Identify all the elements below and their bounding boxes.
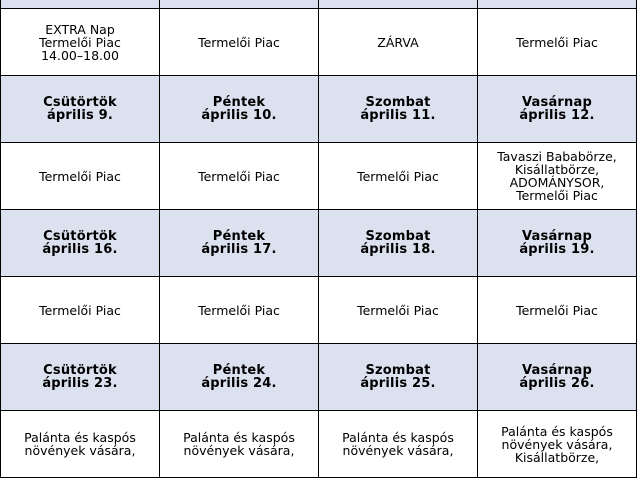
event-cell: Termelői Piac bbox=[160, 277, 319, 344]
event-cell: Termelői Piac bbox=[160, 9, 319, 76]
event-cell: Palánta és kaspós növények vására, bbox=[319, 411, 478, 478]
event-cell: Termelői Piac bbox=[160, 143, 319, 210]
day-header-cell bbox=[478, 0, 637, 9]
day-header-cell bbox=[160, 0, 319, 9]
event-row bbox=[1, 411, 637, 478]
day-header-cell: Szombat április 25. bbox=[319, 344, 478, 411]
day-header-row bbox=[1, 76, 637, 143]
event-row bbox=[1, 277, 637, 344]
event-cell: Termelői Piac bbox=[319, 277, 478, 344]
day-header-cell bbox=[1, 0, 160, 9]
day-header-row bbox=[1, 210, 637, 277]
day-header-cell: Péntek április 17. bbox=[160, 210, 319, 277]
event-row bbox=[1, 143, 637, 210]
day-header-cell: Szombat április 11. bbox=[319, 76, 478, 143]
day-header-cell: Vasárnap április 26. bbox=[478, 344, 637, 411]
day-header-cell: Csütörtök április 16. bbox=[1, 210, 160, 277]
day-header-cell: Vasárnap április 19. bbox=[478, 210, 637, 277]
day-header-row bbox=[1, 344, 637, 411]
day-header-cell: Szombat április 18. bbox=[319, 210, 478, 277]
day-header-cell: Péntek április 24. bbox=[160, 344, 319, 411]
event-cell: Termelői Piac bbox=[1, 277, 160, 344]
event-row bbox=[1, 9, 637, 76]
day-header-cell: Péntek április 10. bbox=[160, 76, 319, 143]
event-cell: Termelői Piac bbox=[319, 143, 478, 210]
event-cell: Tavaszi Bababörze, Kisállatbörze, ADOMÁNYSOR, Termelői Piac bbox=[478, 143, 637, 210]
day-header-cell: Csütörtök április 9. bbox=[1, 76, 160, 143]
event-cell: EXTRA Nap Termelői Piac 14.00–18.00 bbox=[1, 9, 160, 76]
day-header-cell: Vasárnap április 12. bbox=[478, 76, 637, 143]
day-header-cell: Csütörtök április 23. bbox=[1, 344, 160, 411]
event-cell: Palánta és kaspós növények vására, bbox=[160, 411, 319, 478]
event-cell: Palánta és kaspós növények vására, Kisállatbörze, bbox=[478, 411, 637, 478]
event-cell: Palánta és kaspós növények vására, bbox=[1, 411, 160, 478]
event-cell: Termelői Piac bbox=[478, 9, 637, 76]
event-cell: Termelői Piac bbox=[1, 143, 160, 210]
event-cell: ZÁRVA bbox=[319, 9, 478, 76]
event-cell: Termelői Piac bbox=[478, 277, 637, 344]
day-header-row bbox=[1, 0, 637, 9]
day-header-cell bbox=[319, 0, 478, 9]
